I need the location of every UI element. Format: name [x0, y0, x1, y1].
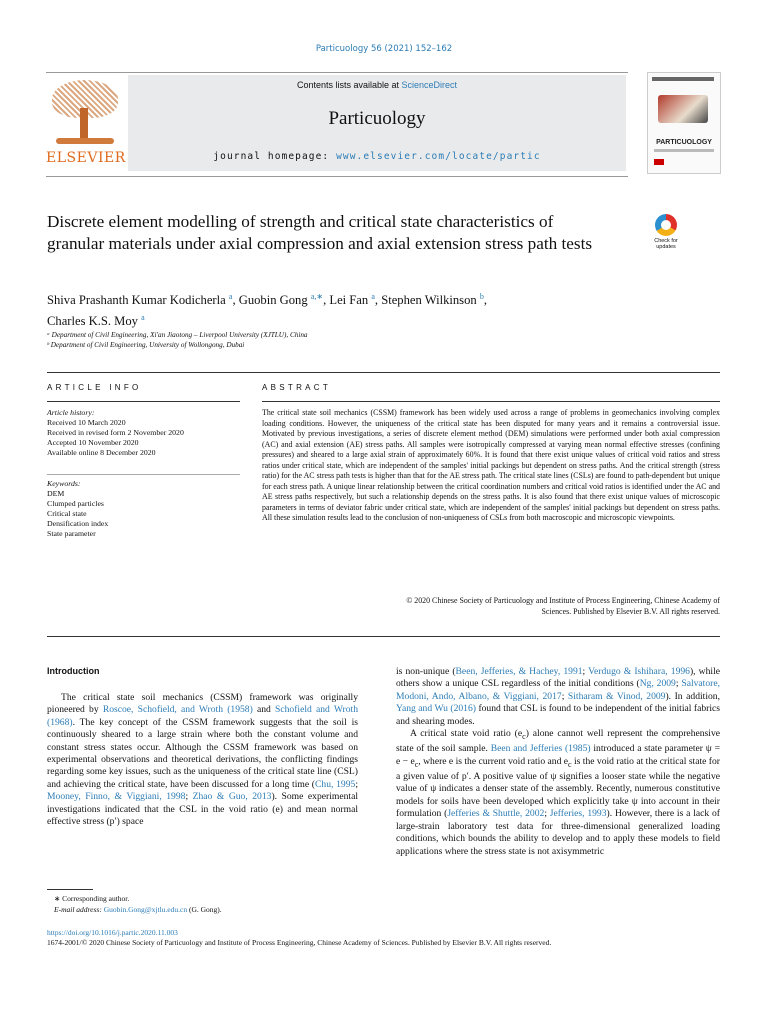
section-heading: Introduction — [47, 666, 100, 676]
text: ; — [675, 678, 682, 690]
text: ; — [561, 690, 568, 702]
corresponding-author-note: ∗ Corresponding author. — [54, 894, 130, 903]
text: ). However, there is a lack of large-strain laboratory test data for three-dimensional generalized loading conditions, which bounds the ability to develop and to apply these models to field applications where the stress state is not axisymmetric — [396, 808, 720, 857]
reference-link[interactable]: Verdugo & Ishihara, 1996 — [588, 666, 690, 677]
subscript: c — [522, 731, 526, 741]
paragraph — [396, 666, 720, 728]
author-name[interactable]: Guobin Gong — [238, 293, 308, 308]
keywords-label: Keywords: — [47, 479, 81, 488]
text: ) alone cannot well represent the comprehensive state of the soil sample. — [396, 728, 720, 755]
reference-link[interactable]: Jefferies, 1993 — [549, 808, 607, 820]
subscript: c — [414, 759, 419, 769]
footnote-divider — [47, 889, 93, 890]
author-name[interactable]: Lei Fan — [329, 293, 369, 308]
text: and — [252, 704, 276, 716]
keyword-item: Densification index — [47, 519, 109, 528]
journal-cover-thumbnail[interactable] — [647, 72, 721, 174]
check-updates-label — [648, 238, 684, 250]
doi-link[interactable] — [47, 928, 178, 937]
author-affiliation-marker[interactable]: a,∗ — [310, 292, 324, 301]
article-title: Discrete element modelling of strength and critical state characteristics of granular materials under axial compression and axial extension stress path tests — [47, 212, 593, 253]
divider — [47, 372, 720, 373]
affiliation-item: ᵇ Department of Civil Engineering, University of Wollongong, Dubai — [47, 341, 245, 349]
text: ; — [185, 791, 193, 803]
author-name[interactable]: Charles K.S. Moy — [47, 314, 138, 329]
article-history — [47, 408, 247, 458]
check-updates-line2: updates — [656, 244, 676, 250]
text: is the void ratio at the critical state for a given value of p′. A positive value of ψ signifies a looser state while the negative value of ψ indicates a denser state of the assembly. Recently, numerous constitutive models for soils have been developed which explicitly take ψ into account in their formulation ( — [396, 755, 720, 820]
sciencedirect-link[interactable]: ScienceDirect — [401, 80, 458, 90]
text: ; — [355, 778, 358, 790]
tree-base — [56, 138, 114, 144]
text: is non-unique ( — [396, 666, 456, 677]
reference-link[interactable]: Mooney, Finno, & Viggiani, 1998 — [47, 791, 186, 803]
reference-link[interactable]: Jefferies & Shuttle, 2002 — [447, 808, 545, 820]
affiliation-item: ᵃ Department of Civil Engineering, Xi'an Jiaotong – Liverpool University (XJTLU), China — [47, 331, 308, 339]
text: ; — [582, 666, 589, 677]
author-affiliation-marker[interactable]: a — [141, 313, 145, 323]
cover-flag-icon — [654, 159, 664, 165]
history-item: Accepted 10 November 2020 — [47, 438, 139, 447]
cover-title: PARTICUOLOGY — [656, 139, 712, 146]
divider — [47, 636, 720, 637]
text: ). Some experimental investigations indicated that the CSL in the void ratio (e) and mean normal effective stress (p′) space — [47, 791, 358, 828]
affiliations — [47, 330, 647, 350]
cover-band — [652, 77, 714, 81]
paragraph — [396, 728, 720, 858]
reference-link[interactable]: Been, Jefferies, & Hachey, 1991 — [455, 666, 583, 677]
author-affiliation-marker[interactable]: a — [228, 292, 233, 301]
cover-subtitle-bar — [654, 149, 714, 152]
check-updates-icon — [655, 214, 677, 236]
reference-link[interactable]: Zhao & Guo, 2013 — [192, 791, 272, 803]
text: ). In addition, — [665, 690, 720, 702]
author-name[interactable]: Stephen Wilkinson — [381, 293, 477, 308]
history-label: Article history: — [47, 408, 95, 417]
text: introduced a state parameter ψ = e − e — [396, 743, 720, 767]
copyright-line: Sciences. Published by Elsevier B.V. All rights reserved. — [541, 606, 720, 616]
history-item: Received 10 March 2020 — [47, 418, 126, 427]
journal-homepage — [128, 151, 626, 162]
reference-link[interactable]: Been and Jefferies (1985) — [490, 743, 591, 755]
subscript: c — [568, 759, 572, 769]
doi-url[interactable]: https://doi.org/10.1016/j.partic.2020.11.003 — [47, 928, 178, 937]
paragraph — [47, 692, 358, 828]
homepage-label: journal homepage: — [213, 151, 337, 162]
history-item: Available online 8 December 2020 — [47, 448, 156, 457]
body-column-left — [47, 692, 358, 828]
keyword-item: DEM — [47, 489, 65, 498]
cover-image — [658, 95, 708, 123]
email-suffix: (G. Gong). — [187, 905, 222, 914]
author-list: Shiva Prashanth Kumar Kodicherla $^a$, Guobin Gong $^{a,∗}$, Lei Fan $^a$, Stephen Wilkinson $^b$, Charles K.S. Moy $^a$ — [47, 292, 487, 329]
reference-link[interactable]: Chu, 1995 — [315, 778, 356, 790]
email-link[interactable]: Guobin.Gong@xjtlu.edu.cn — [103, 905, 188, 914]
keyword-item: Critical state — [47, 509, 87, 518]
reference-link[interactable]: Salvatore, Modoni, Ando, Albano, & Viggiani, 2017 — [396, 678, 720, 702]
abstract-text: The critical state soil mechanics (CSSM) framework has been widely used across a range of problems in geomechanics involving complex loading conditions. However, the uniqueness of the critical state has been disputed for many years and it remains a controversial issue. Motivated by previous investigations, a series of discrete element method (DEM) simulations were performed under both axial compression (AC) and axial extension (AE) stress paths. All samples were isotropically compressed at varying mean normal effective stresses (confining pressures) and sheared to a large axial strain of approximately 60%. It is found that there exist unique values of critical void ratios and stress ratios under critical state, which are independent of the samples' initial packings but dependent on stress paths. And the critical strength (stress ratio) for the AC stress path tests is higher than that for the AE stress path. The critical state lines (CSLs) are found to path-dependent but unique for each stress path. A unique linear relationship between the critical coordination numbers and critical void ratios is identified under the AC and AE stress paths respectively, but such a relationship depends on the stress paths. It is also found that there exist unique values of microscopic parameters in terms of deviator fabric under critical state, which are independent of the samples' initial packings but dependent on stress paths. All these simulation results lead to the conclusion of non-uniqueness of CSLs from both macroscopic and microscopic viewpoints. — [262, 408, 720, 523]
history-item: Received in revised form 2 November 2020 — [47, 428, 184, 437]
text: , where e is the current void ratio and e — [418, 755, 569, 767]
reference-link[interactable]: Roscoe, Schofield, and Wroth (1958) — [102, 704, 253, 716]
tree-trunk — [80, 108, 88, 140]
check-for-updates-button[interactable] — [648, 214, 684, 254]
text: . The key concept of the CSSM framework suggests that the soil is continuously sheared to a large strain where both the constant volume and constant stress states occur. Although the CSSM framework was based on experimental observations and theoretical derivations, the conflicting findings regarding some key issues, such as the uniqueness of the critical state line (CSL) and achieving the critical state, have been discussed for a long time ( — [47, 716, 358, 790]
publisher-name: ELSEVIER — [46, 150, 126, 166]
contents-availability — [128, 80, 626, 90]
issn-copyright: 1674-2001/© 2020 Chinese Society of Particuology and Institute of Process Engineering, Chinese Academy of Sciences. Published by Elsevier B.V. All rights reserved. — [47, 938, 552, 947]
elsevier-logo[interactable] — [46, 76, 124, 168]
journal-name[interactable]: Particuology — [328, 108, 426, 129]
email-line — [54, 904, 354, 915]
keywords — [47, 479, 247, 539]
text: ), while others show a unique CSL regardless of the initial conditions ( — [396, 666, 720, 690]
divider — [47, 401, 240, 402]
homepage-link[interactable]: www.elsevier.com/locate/partic — [336, 151, 541, 162]
keyword-item: Clumped particles — [47, 499, 104, 508]
abstract-copyright — [262, 596, 720, 617]
text: found that CSL is found to be independent of the initial fabrics and shearing modes. — [396, 703, 721, 727]
author-affiliation-marker[interactable]: a — [371, 292, 375, 301]
divider — [262, 401, 720, 402]
contents-label: Contents lists available at — [296, 80, 402, 90]
reference-link[interactable]: Yang and Wu (2016) — [396, 703, 476, 715]
journal-citation-link[interactable]: Particuology 56 (2021) 152–162 — [315, 44, 453, 54]
body-column-right — [396, 666, 720, 858]
author-name[interactable]: Shiva Prashanth Kumar Kodicherla — [47, 293, 226, 308]
text: ; — [544, 808, 550, 820]
reference-link[interactable]: Ng, 2009 — [639, 678, 676, 690]
divider — [47, 474, 240, 475]
text: The critical state soil mechanics (CSSM) framework was originally pioneered by — [47, 692, 358, 716]
reference-link[interactable]: Sitharam & Vinod, 2009 — [567, 690, 666, 702]
keyword-item: State parameter — [47, 529, 96, 538]
email-label: E-mail address: — [54, 905, 104, 914]
reference-link[interactable]: Schofield and Wroth (1968) — [47, 704, 358, 728]
abstract-heading: ABSTRACT — [262, 383, 332, 392]
article-info-heading: ARTICLE INFO — [47, 383, 142, 392]
text: A critical state void ratio (e — [410, 728, 523, 740]
copyright-line: © 2020 Chinese Society of Particuology and Institute of Process Engineering, Chinese Academy of — [406, 596, 720, 605]
footnote — [54, 893, 354, 915]
check-updates-line1: Check for — [654, 238, 678, 244]
author-affiliation-marker[interactable]: b — [479, 292, 484, 301]
